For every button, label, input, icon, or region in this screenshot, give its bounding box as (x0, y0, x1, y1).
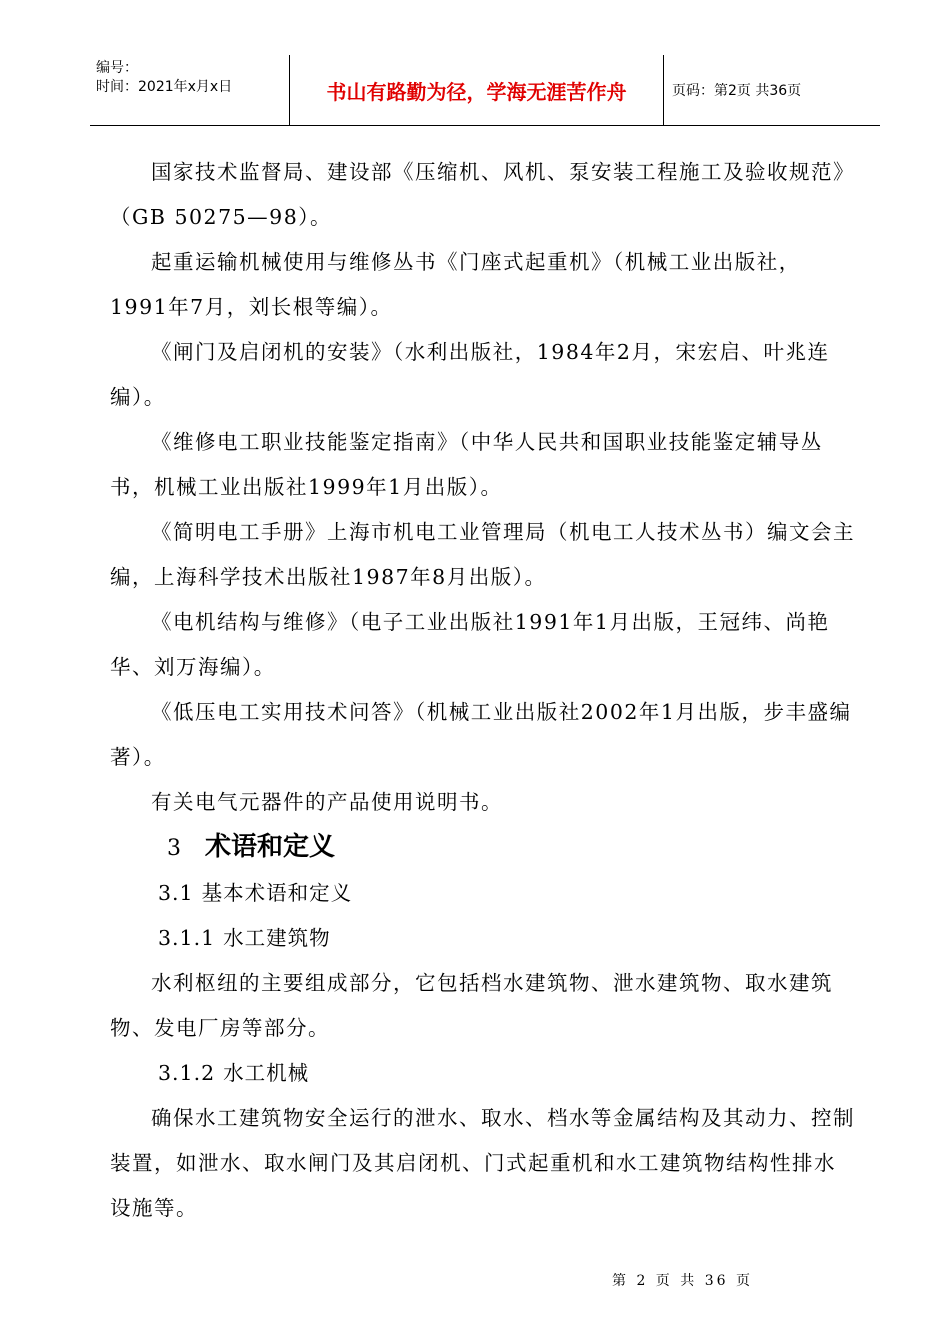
page-footer: 第 2 页 共 36 页 (612, 1273, 753, 1289)
subsection-title: 基本术语和定义 (201, 881, 353, 905)
header-date: 时间：2021年x月x日 (96, 79, 233, 95)
subsection-number: 3.1.2 (158, 1061, 216, 1085)
reference-paragraph: 《低压电工实用技术问答》（机械工业出版社2002年1月出版，步丰盛编著）。 (110, 700, 852, 769)
subsection-title: 水工机械 (223, 1061, 310, 1085)
reference-paragraph: 有关电气元器件的产品使用说明书。 (151, 790, 503, 814)
definition-paragraph: 水利枢纽的主要组成部分，它包括档水建筑物、泄水建筑物、取水建筑物、发电厂房等部分。 (110, 971, 833, 1040)
header-motto: 书山有路勤为径，学海无涯苦作舟 (290, 55, 664, 125)
reference-paragraph: 起重运输机械使用与维修丛书《门座式起重机》（机械工业出版社，1991年7月，刘长根等编）。 (110, 250, 801, 319)
subsection-title: 水工建筑物 (223, 926, 331, 950)
reference-paragraph: 国家技术监督局、建设部《压缩机、风机、泵安装工程施工及验收规范》（GB 50275—98）。 (110, 160, 855, 229)
subsection-number: 3.1 (158, 881, 194, 905)
definition-paragraph: 确保水工建筑物安全运行的泄水、取水、档水等金属结构及其动力、控制装置，如泄水、取水闸门及其启闭机、门式起重机和水工建筑物结构性排水设施等。 (110, 1106, 855, 1220)
section-title: 术语和定义 (205, 832, 336, 862)
subsection-heading (110, 1051, 855, 1096)
subsection-heading (110, 871, 855, 916)
reference-paragraph: 《维修电工职业技能鉴定指南》（中华人民共和国职业技能鉴定辅导丛书，机械工业出版社1999年1月出版）。 (110, 430, 823, 499)
subsection-number: 3.1.1 (158, 926, 216, 950)
reference-paragraph: 《简明电工手册》上海市机电工业管理局（机电工人技术丛书）编文会主编，上海科学技术出版社1987年8月出版）。 (110, 520, 855, 589)
reference-paragraph: 《电机结构与维修》（电子工业出版社1991年1月出版，王冠纬、尚艳华、刘万海编）。 (110, 610, 830, 679)
section-heading (110, 825, 855, 871)
reference-paragraph: 《闸门及启闭机的安装》（水利出版社，1984年2月，宋宏启、叶兆连编）。 (110, 340, 830, 409)
document-body (110, 150, 855, 1231)
header-page-number: 页码：第2页 共36页 (672, 83, 802, 99)
section-number: 3 (167, 836, 181, 861)
page-header (90, 55, 880, 126)
header-meta (90, 55, 290, 125)
subsection-heading (110, 916, 855, 961)
header-number-label: 编号： (96, 60, 138, 76)
